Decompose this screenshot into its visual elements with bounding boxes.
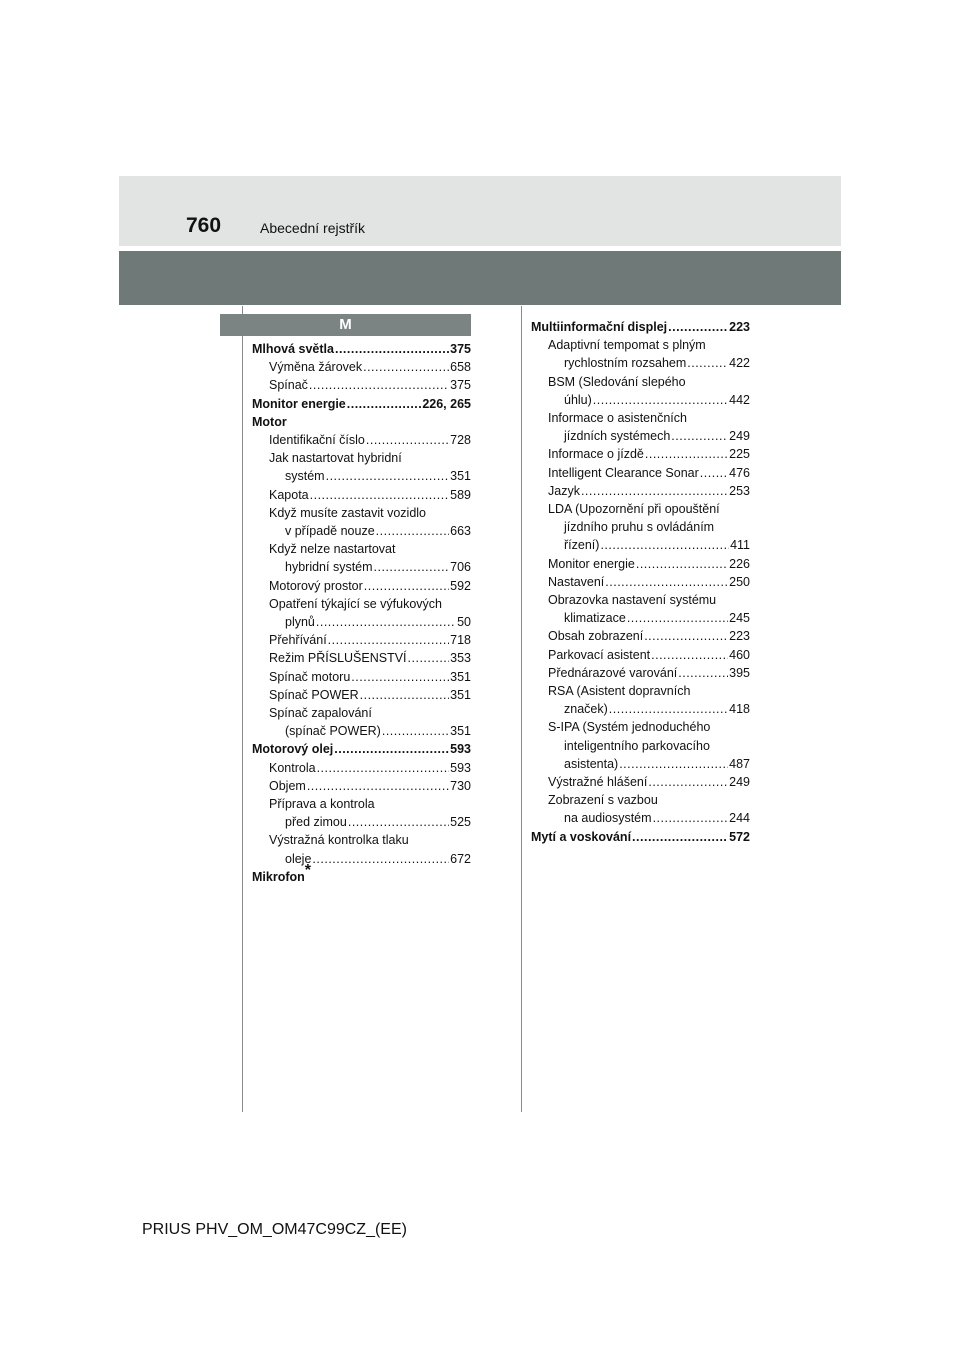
entry-text: Obrazovka nastavení systému [548,593,717,608]
dot-leader [348,813,449,831]
entry-text: jízdního pruhu s ovládáním [564,520,715,535]
index-entry-heading [252,540,471,558]
entry-page: 225 [729,447,750,462]
dot-leader [335,340,449,358]
asterisk-mark: * [304,861,312,879]
entry-text: Kapota [269,487,309,502]
entry-text: systém [285,469,325,484]
entry-text: Informace o jízdě [548,447,644,462]
index-entry-heading [531,718,750,736]
entry-page: 395 [729,665,750,680]
index-entry [531,482,750,500]
entry-text: hybridní systém [285,560,373,575]
entry-text: Spínač [269,378,308,393]
dot-leader [328,631,449,649]
entry-text: Adaptivní tempomat s plným [548,338,706,353]
entry-text: Intelligent Clearance Sonar [548,465,699,480]
entry-text: Spínač motoru [269,669,351,684]
entry-page: 223 [729,320,750,334]
entry-page: 351 [450,724,471,739]
index-entry-heading [531,518,750,536]
entry-text: Jak nastartovat hybridní [269,451,402,466]
entry-text: Když nelze nastartovat [269,542,396,557]
index-column-2 [531,318,750,846]
dot-leader [645,445,728,463]
entry-text: Mikrofon [252,869,305,884]
entry-page: 353 [450,651,471,666]
entry-page: 250 [729,574,750,589]
dot-leader [364,577,449,595]
index-entry [252,395,471,413]
dot-leader [374,558,450,576]
index-entry [252,668,471,686]
index-entry [531,573,750,591]
entry-page: 487 [729,756,750,771]
entry-text: Objem [269,778,306,793]
entry-page: 226 [729,556,750,571]
header-top-band [119,176,841,246]
entry-page: 351 [450,669,471,684]
entry-text: Výstražná kontrolka tlaku [269,833,409,848]
index-entry [252,376,471,394]
index-entry [252,522,471,540]
entry-text: S-IPA (Systém jednoduchého [548,720,711,735]
index-entry-heading [252,449,471,467]
entry-text: Monitor energie [548,556,635,571]
entry-text: Motorový olej [252,742,334,757]
dot-leader [334,740,449,758]
dot-leader [651,646,728,664]
dot-leader [627,609,728,627]
dot-leader [316,613,456,631]
index-entry [252,740,471,758]
page-title: Abecední rejstřík [260,220,366,236]
entry-text: Identifikační číslo [269,433,365,448]
entry-text: Kontrola [269,760,316,775]
entry-text: klimatizace [564,611,626,626]
entry-page: 223 [729,629,750,644]
section-letter-tab: M [220,314,471,336]
entry-text: úhlu) [564,392,592,407]
index-entry [531,773,750,791]
index-entry-heading [252,595,471,613]
entry-page: 411 [730,538,750,553]
dot-leader [326,467,450,485]
entry-text: Informace o asistenčních [548,411,687,426]
index-entry [252,813,471,831]
dot-leader [347,395,422,413]
index-entry-heading [531,682,750,700]
entry-page: 572 [729,829,750,844]
index-entry [531,700,750,718]
entry-page: 245 [729,611,750,626]
entry-text: Spínač zapalování [269,706,372,721]
dot-leader [581,482,728,500]
dot-leader [605,573,728,591]
dot-leader [632,828,728,846]
dot-leader [600,536,729,554]
entry-text: Výměna žárovek [269,360,363,375]
index-entry [531,755,750,773]
entry-page: 658 [450,360,471,375]
entry-page: 593 [450,742,471,757]
dot-leader [636,555,728,573]
entry-text: rychlostním rozsahem [564,356,687,371]
index-entry [252,759,471,777]
column-divider-left [242,306,243,1112]
entry-text: Mytí a voskování [531,829,632,844]
index-entry [252,340,471,358]
entry-text: Multiinformační displej [531,320,668,334]
entry-text: (spínač POWER) [285,724,381,739]
entry-text: Výstražné hlášení [548,775,648,790]
entry-text: značek) [564,702,608,717]
entry-page: 375 [450,378,471,393]
entry-text: jízdních systémech [564,429,671,444]
entry-text: Přednárazové varování [548,665,678,680]
index-entry-heading [252,795,471,813]
entry-text: Mlhová světla [252,342,334,356]
index-entry-heading [252,413,471,431]
index-entry-heading [531,500,750,518]
entry-page: 50 [457,615,471,630]
index-entry-heading [531,791,750,809]
index-entry [531,664,750,682]
dot-leader [408,649,450,667]
dot-leader [668,318,728,336]
entry-text: RSA (Asistent dopravních [548,684,691,699]
index-entry [252,722,471,740]
entry-text: na audiosystém [564,811,652,826]
dot-leader [363,358,449,376]
entry-page: 525 [450,815,471,830]
entry-page: 351 [450,687,471,702]
entry-text: oleje [285,851,312,866]
index-entry [252,358,471,376]
index-entry [252,649,471,667]
entry-page: 442 [729,392,750,407]
dot-leader [351,668,449,686]
index-entry-heading [531,336,750,354]
index-entry [531,809,750,827]
index-entry [252,613,471,631]
entry-page: 476 [729,465,750,480]
entry-text: Obsah zobrazení [548,629,644,644]
dot-leader [700,464,728,482]
entry-text: Režim PŘÍSLUŠENSTVÍ [269,651,407,666]
index-entry [252,431,471,449]
entry-page: 375 [450,342,471,356]
dot-leader [376,522,449,540]
entry-page: 244 [729,811,750,826]
entry-page: 706 [450,560,471,575]
index-entry-heading [252,504,471,522]
index-entry [252,467,471,485]
dot-leader [619,755,728,773]
entry-page: 249 [729,775,750,790]
entry-page: 718 [450,633,471,648]
index-entry [531,555,750,573]
dot-leader [317,759,450,777]
entry-page: 663 [450,524,471,539]
entry-page: 460 [729,647,750,662]
entry-text: Když musíte zastavit vozidlo [269,505,427,520]
entry-text: LDA (Upozornění při opouštění [548,502,720,517]
index-entry [531,609,750,627]
dot-leader [593,391,728,409]
index-entry [252,577,471,595]
entry-text: plynů [285,615,315,630]
footer-code: PRIUS PHV_OM_OM47C99CZ_(EE) [142,1221,407,1238]
entry-text: Opatření týkající se výfukových [269,596,442,611]
entry-page: 422 [729,356,750,371]
entry-text: řízení) [564,538,600,553]
entry-text: inteligentního parkovacího [564,738,710,753]
dot-leader [648,773,728,791]
header-bar [119,251,841,305]
index-entry-heading [252,831,471,849]
entry-text: Nastavení [548,574,605,589]
entry-page: 351 [450,469,471,484]
entry-page: 593 [450,760,471,775]
dot-leader [360,686,450,704]
dot-leader [366,431,449,449]
entry-page: 592 [450,578,471,593]
entry-text: před zimou [285,815,347,830]
entry-page: 418 [729,702,750,717]
entry-text: v případě nouze [285,524,375,539]
index-entry [531,828,750,846]
index-entry-heading [252,704,471,722]
index-entry-heading [531,737,750,755]
dot-leader [609,700,728,718]
dot-leader [309,376,449,394]
entry-text: Spínač POWER [269,687,359,702]
index-entry-heading [531,409,750,427]
index-entry [531,445,750,463]
entry-page: 226, 265 [422,396,471,411]
entry-text: BSM (Sledování slepého [548,374,686,389]
index-entry [252,631,471,649]
index-entry [531,536,750,554]
entry-text: Motorový prostor [269,578,363,593]
index-entry [531,391,750,409]
index-entry [531,646,750,664]
dot-leader [307,777,449,795]
dot-leader [671,427,728,445]
dot-leader [653,809,729,827]
entry-text: asistenta) [564,756,619,771]
dot-leader [382,722,449,740]
index-entry [252,686,471,704]
dot-leader [312,850,449,868]
entry-page: 672 [450,851,471,866]
index-entry [531,464,750,482]
index-entry [252,486,471,504]
entry-text: Parkovací asistent [548,647,651,662]
entry-text: Motor [252,414,287,429]
index-entry [252,558,471,576]
index-entry-heading [531,373,750,391]
index-entry [531,318,750,336]
dot-leader [644,627,728,645]
index-entry [531,354,750,372]
entry-page: 253 [729,483,750,498]
entry-page: 249 [729,429,750,444]
page-number: 760 [186,214,222,237]
index-entry-heading [531,591,750,609]
index-entry [531,627,750,645]
entry-text: Zobrazení s vazbou [548,793,658,808]
index-entry [252,850,471,868]
dot-leader [687,354,728,372]
entry-text: Přehřívání [269,633,327,648]
entry-text: Jazyk [548,483,580,498]
entry-page: 589 [450,487,471,502]
entry-text: Příprava a kontrola [269,797,375,812]
entry-text: Monitor energie [252,396,346,411]
index-column-1 [252,340,471,886]
dot-leader [310,486,450,504]
entry-page: 728 [450,433,471,448]
dot-leader [678,664,728,682]
index-entry [531,427,750,445]
index-entry-heading [252,861,471,886]
index-entry [252,777,471,795]
entry-page: 730 [450,778,471,793]
column-divider-right [521,306,522,1112]
